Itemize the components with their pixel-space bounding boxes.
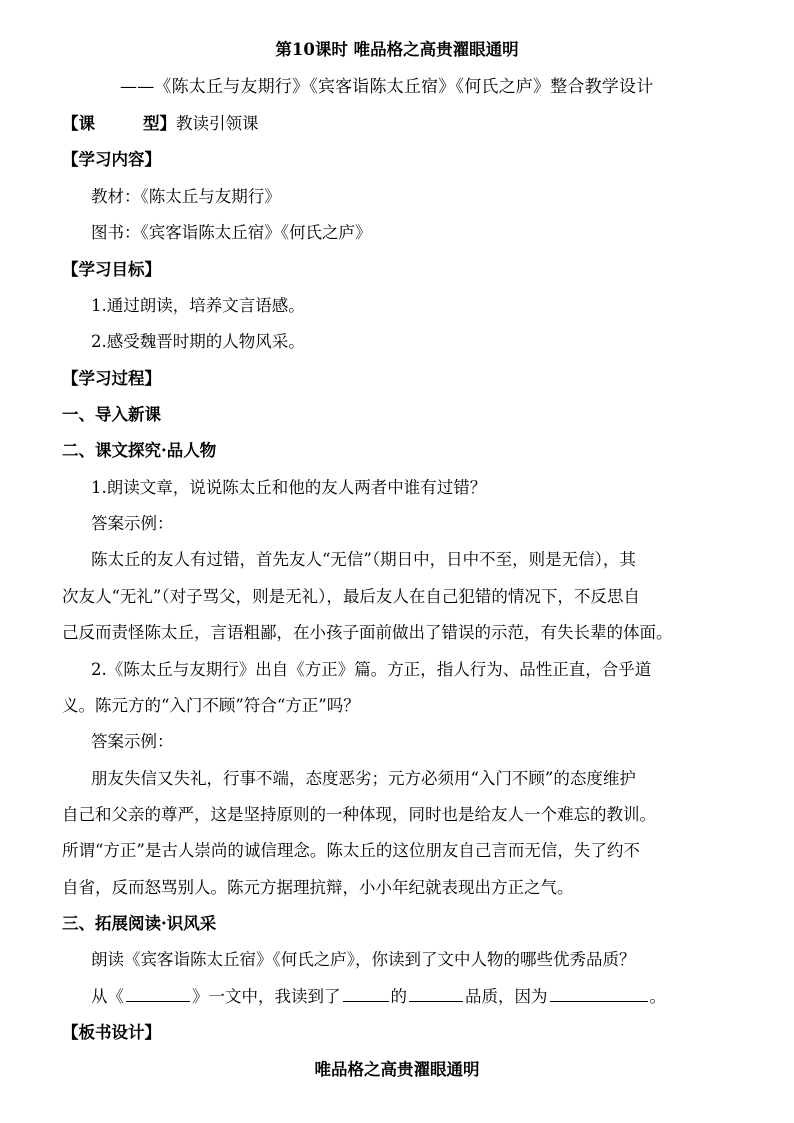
answer-2-line: 自己和父亲的尊严，这是坚持原则的一种体现，同时也是给友人一个难忘的教训。 [62, 805, 656, 824]
course-type-value: 教读引领课 [176, 114, 259, 133]
question-3: 朗读《宾客诣陈太丘宿》《何氏之庐》，你读到了文中人物的哪些优秀品质？ [91, 950, 636, 969]
fill-in-line [91, 989, 666, 1006]
section-explore: 二、课文探究·品人物 [62, 441, 217, 460]
board-design-heading: 【板书设计】 [62, 1023, 161, 1042]
answer-2-line: 朋友失信又失礼，行事不端，态度恶劣；元方必须用“入门不顾”的态度维护 [91, 769, 636, 788]
blank-character[interactable] [343, 1000, 389, 1002]
section-extended-reading: 三、拓展阅读·识风采 [62, 914, 217, 933]
question-1: 1.朗读文章，说说陈太丘和他的友人两者中谁有过错？ [91, 478, 487, 497]
books-line: 图书：《宾客诣陈太丘宿》《何氏之庐》 [91, 223, 372, 242]
textbook-line: 教材：《陈太丘与友期行》 [91, 187, 281, 206]
fill-text-5: 。 [649, 987, 666, 1006]
answer-1-line: 次友人“无礼”（对子骂父，则是无礼），最后友人在自己犯错的情况下，不反思自 [62, 587, 640, 606]
answer-label-2: 答案示例： [91, 732, 174, 751]
objectives-heading: 【学习目标】 [62, 260, 161, 279]
objective-item: 2.感受魏晋时期的人物风采。 [91, 332, 305, 351]
question-2-line: 义。陈元方的“入门不顾”符合“方正”吗？ [62, 696, 360, 715]
course-type-label-right: 型】 [143, 114, 176, 133]
fill-text-4: 品质，因为 [465, 987, 548, 1006]
course-type-label-left: 【课 [62, 114, 95, 133]
blank-reason[interactable] [550, 1000, 648, 1002]
fill-text-2: 》一文中，我读到了 [192, 987, 341, 1006]
answer-1-line: 己反而责怪陈太丘，言语粗鄙，在小孩子面前做出了错误的示范，有失长辈的体面。 [62, 623, 673, 642]
fill-text-1: 从《 [91, 987, 124, 1006]
answer-2-line: 自省，反而怒骂别人。陈元方据理抗辩，小小年纪就表现出方正之气。 [62, 878, 574, 897]
document-title: 第10课时 唯品格之高贵濯眼通明 [275, 40, 519, 59]
document-subtitle: ——《陈太丘与友期行》《宾客诣陈太丘宿》《何氏之庐》整合教学设计 [120, 77, 654, 97]
blank-article[interactable] [126, 1000, 190, 1002]
blank-quality[interactable] [409, 1000, 463, 1002]
answer-1-line: 陈太丘的友人有过错，首先友人“无信”（期日中，日中不至，则是无信），其 [91, 550, 636, 569]
board-design-title: 唯品格之高贵濯眼通明 [314, 1060, 480, 1079]
fill-text-3: 的 [390, 987, 407, 1006]
course-type-row [62, 116, 259, 133]
question-2-line: 2.《陈太丘与友期行》出自《方正》篇。方正，指人行为、品性正直，合乎道 [91, 660, 652, 679]
section-intro: 一、导入新课 [62, 405, 161, 424]
answer-label-1: 答案示例： [91, 514, 174, 533]
process-heading: 【学习过程】 [62, 369, 161, 388]
answer-2-line: 所谓“方正”是古人崇尚的诚信理念。陈太丘的这位朋友自己言而无信，失了约不 [62, 841, 640, 860]
objective-item: 1.通过朗读，培养文言语感。 [91, 296, 305, 315]
learning-content-heading: 【学习内容】 [62, 150, 161, 169]
